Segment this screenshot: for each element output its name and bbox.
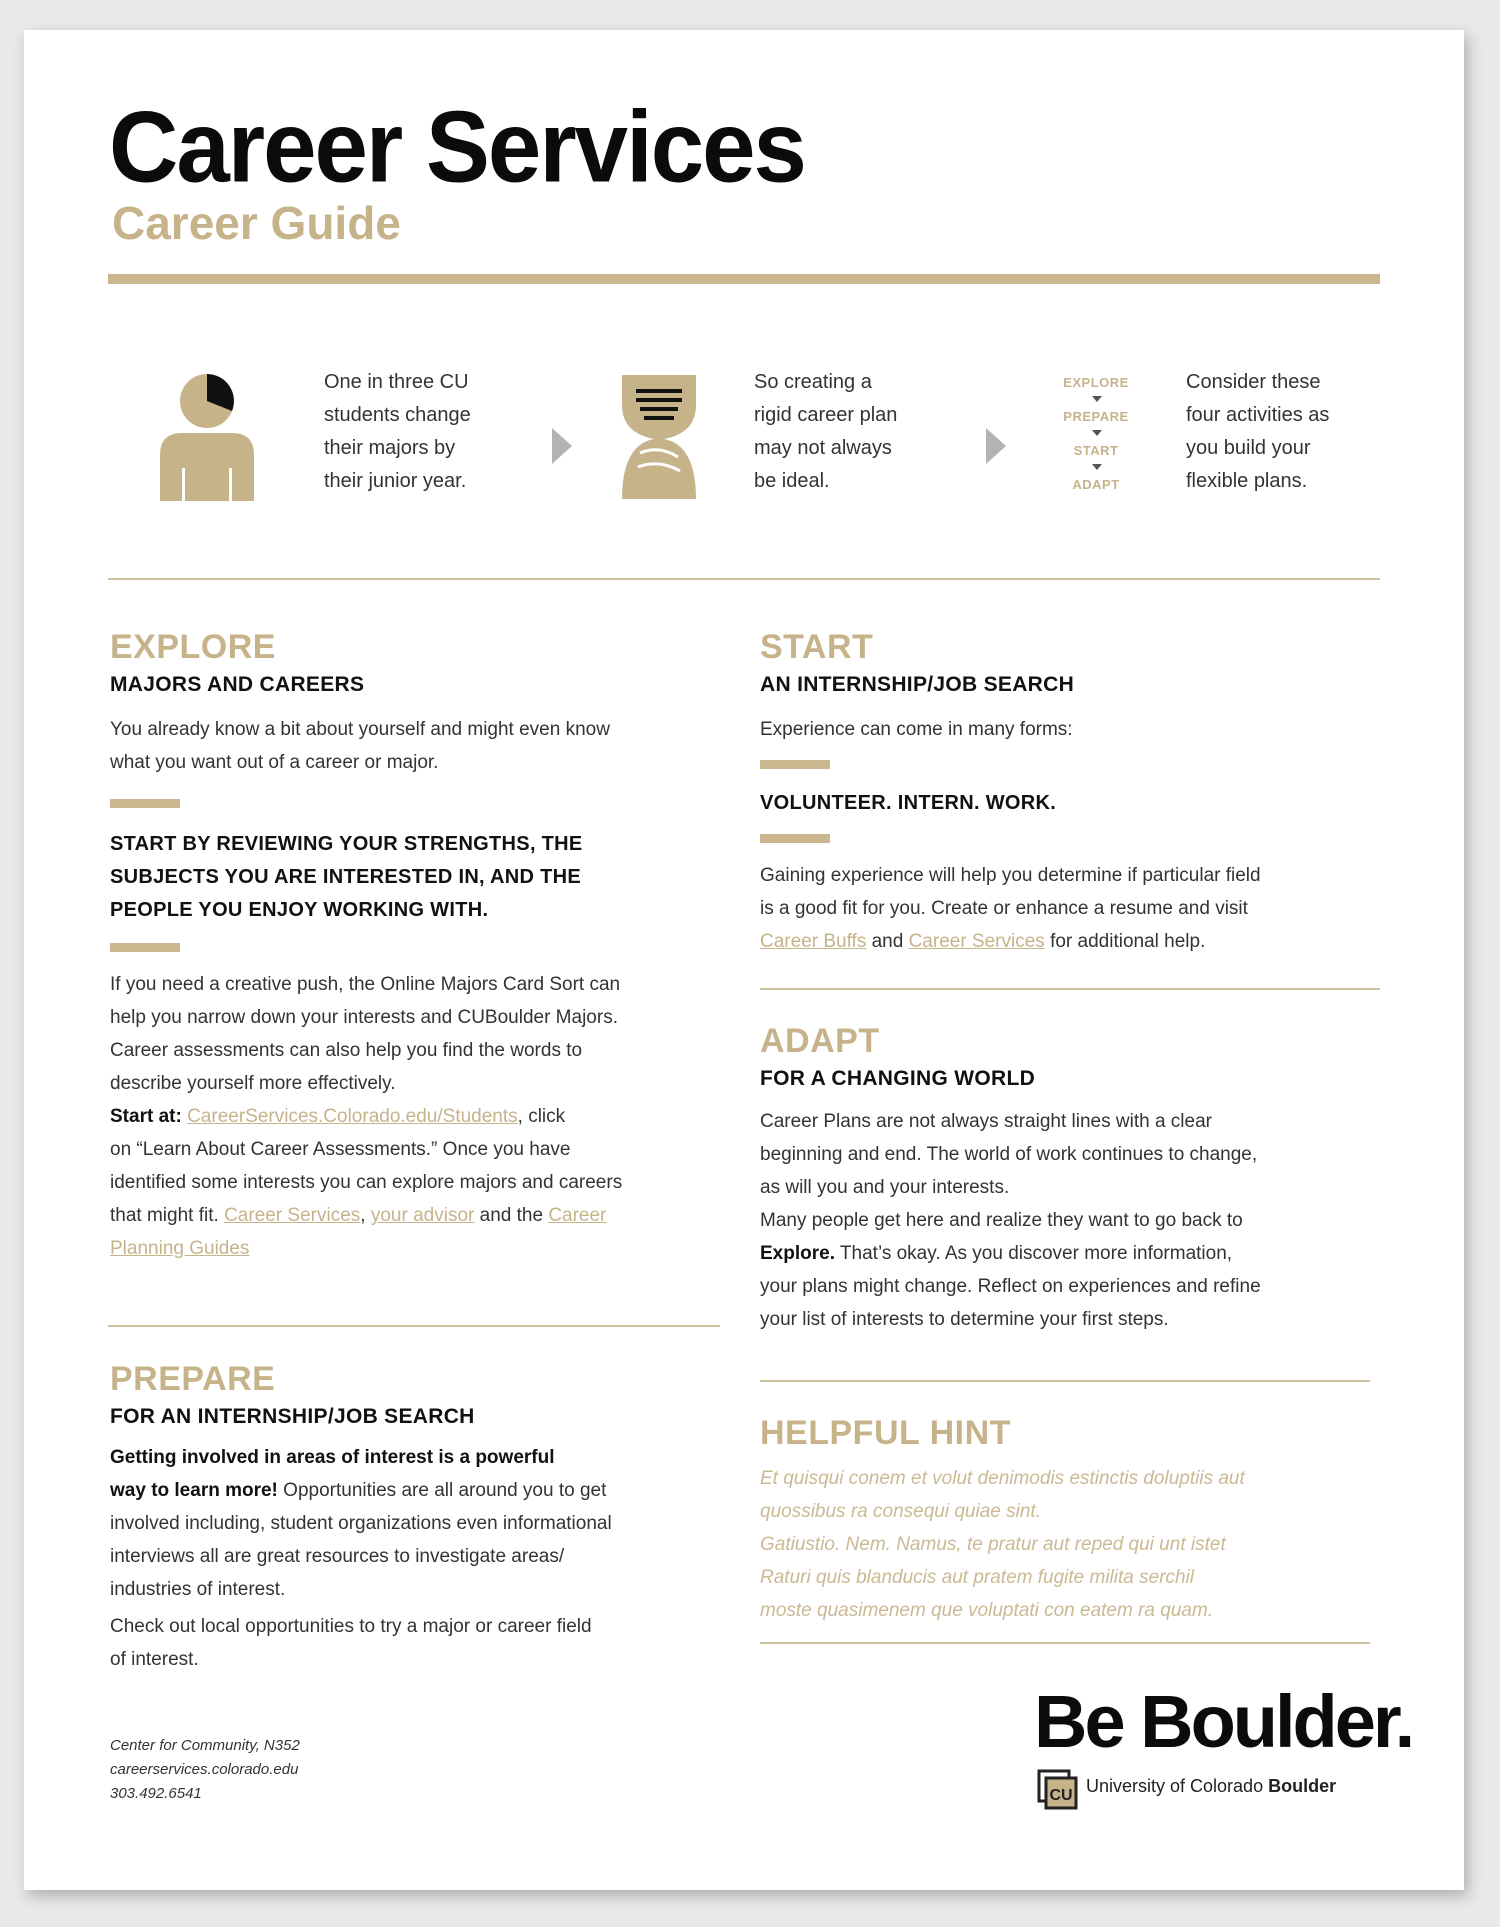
career-planning-guides-link-cont[interactable]: Planning Guides: [110, 1238, 250, 1259]
footer-contact: [110, 1734, 300, 1806]
hint-body: [760, 1462, 1360, 1627]
page-subtitle: Career Guide: [112, 197, 401, 249]
text-line: Check out local opportunities to try a major or career field: [110, 1616, 592, 1637]
start-at-label: Start at:: [110, 1106, 182, 1127]
arrow-right-icon: [986, 428, 1006, 464]
start-callout: VOLUNTEER. INTERN. WORK.: [760, 792, 1057, 814]
start-heading: START: [760, 628, 874, 666]
text-line: your plans might change. Reflect on experiences and refine: [760, 1276, 1261, 1297]
text-line: Gaining experience will help you determine if particular field: [760, 865, 1261, 886]
intro-line: rigid career plan: [754, 404, 898, 426]
text-line: You already know a bit about yourself and might even know: [110, 719, 610, 740]
text-fragment: ,: [360, 1205, 366, 1226]
explore-subheading: MAJORS AND CAREERS: [110, 673, 365, 696]
career-planning-guides-link[interactable]: Career: [548, 1205, 607, 1226]
left-column-divider: [108, 1325, 720, 1327]
intro-text-1: [324, 366, 471, 498]
career-services-students-link[interactable]: CareerServices.Colorado.edu/Students: [187, 1106, 518, 1127]
callout-line: PEOPLE YOU ENJOY WORKING WITH.: [110, 899, 489, 921]
start-intro: Experience can come in many forms:: [760, 719, 1073, 740]
text-line: industries of interest.: [110, 1579, 286, 1600]
cu-logo-icon: [1036, 1768, 1078, 1810]
hint-heading: HELPFUL HINT: [760, 1414, 1011, 1452]
hint-top-divider: [760, 1380, 1370, 1382]
step-label-adapt: ADAPT: [1072, 477, 1120, 492]
start-section: [760, 630, 1360, 958]
text-line: beginning and end. The world of work continues to change,: [760, 1144, 1258, 1165]
accent-rule: [760, 834, 830, 843]
step-label-prepare: PREPARE: [1051, 406, 1141, 440]
text-line: identified some interests you can explore majors and careers: [110, 1172, 623, 1193]
text-line: Many people get here and realize they want to go back to: [760, 1210, 1243, 1231]
text-line: Career Plans are not always straight lines with a clear: [760, 1111, 1212, 1132]
text-line: If you need a creative push, the Online Majors Card Sort can: [110, 974, 621, 995]
text-line: on “Learn About Career Assessments.” Once you have: [110, 1139, 571, 1160]
right-column-divider: [760, 988, 1380, 990]
page-sheet: [24, 30, 1464, 1890]
accent-rule: [760, 760, 830, 769]
footer-address: Center for Community, N352: [110, 1737, 300, 1754]
svg-text:CU: CU: [1049, 1787, 1073, 1804]
student-pie-icon: [152, 373, 262, 501]
intro-line: flexible plans.: [1186, 470, 1308, 492]
text-line: describe yourself more effectively.: [110, 1073, 396, 1094]
start-body: [760, 859, 1360, 958]
intro-divider: [108, 578, 1380, 580]
intro-line: their majors by: [324, 437, 456, 459]
text-fragment: Opportunities are all around you to get: [283, 1480, 607, 1501]
explore-body: [110, 968, 690, 1265]
callout-line: SUBJECTS YOU ARE INTERESTED IN, AND THE: [110, 866, 582, 888]
intro-text-3: [1186, 366, 1329, 498]
explore-heading: EXPLORE: [110, 628, 276, 666]
text-line: interviews all are great resources to investigate areas/: [110, 1546, 565, 1567]
explore-word: Explore.: [760, 1243, 835, 1264]
career-services-link[interactable]: Career Services: [224, 1205, 361, 1226]
career-buffs-link[interactable]: Career Buffs: [760, 931, 867, 952]
adapt-mixed-line: [760, 1237, 1360, 1270]
step-label-explore: EXPLORE: [1051, 372, 1141, 406]
adapt-heading: ADAPT: [760, 1022, 880, 1060]
callout-line: START BY REVIEWING YOUR STRENGTHS, THE: [110, 833, 583, 855]
hint-line: Et quisqui conem et volut denimodis estinctis doluptiis aut: [760, 1468, 1245, 1489]
intro-line: be ideal.: [754, 470, 830, 492]
prepare-heading: PREPARE: [110, 1360, 276, 1398]
arrow-right-icon: [552, 428, 572, 464]
text-line: what you want out of a career or major.: [110, 752, 439, 773]
intro-line: their junior year.: [324, 470, 467, 492]
explore-intro: [110, 713, 690, 779]
hint-section: [760, 1416, 1360, 1627]
start-subheading: AN INTERNSHIP/JOB SEARCH: [760, 673, 1075, 696]
intro-line: four activities as: [1186, 404, 1330, 426]
text-fragment: That’s okay. As you discover more information,: [839, 1243, 1233, 1264]
hint-line: Gatiustio. Nem. Namus, te pratur aut reped qui unt istet: [760, 1534, 1226, 1555]
your-advisor-link[interactable]: your advisor: [370, 1205, 475, 1226]
text-line: is a good fit for you. Create or enhance a resume and visit: [760, 898, 1248, 919]
text-line: involved including, student organizations even informational: [110, 1513, 612, 1534]
adapt-section: [760, 1024, 1360, 1336]
prepare-bold-line: Getting involved in areas of interest is a powerful: [110, 1447, 555, 1468]
text-line: as will you and your interests.: [760, 1177, 1010, 1198]
intro-line: One in three CU: [324, 371, 469, 393]
start-at-line: [110, 1100, 690, 1133]
text-fragment: that might fit.: [110, 1205, 219, 1226]
text-fragment: and the: [479, 1205, 544, 1226]
explore-section: [110, 630, 690, 1265]
hint-line: quossibus ra consequi quiae sint.: [760, 1501, 1041, 1522]
university-name: [1086, 1776, 1336, 1797]
step-label-start: START: [1051, 440, 1141, 474]
university-name-bold: Boulder: [1268, 1776, 1337, 1796]
explore-callout: [110, 828, 690, 927]
header-divider: [108, 274, 1380, 284]
links-line: [110, 1199, 690, 1232]
text-line: of interest.: [110, 1649, 199, 1670]
prepare-section: [110, 1362, 690, 1676]
intro-line: Consider these: [1186, 371, 1321, 393]
text-line: Career assessments can also help you find the words to: [110, 1040, 583, 1061]
hourglass-icon: [616, 375, 702, 499]
accent-rule: [110, 799, 180, 808]
intro-line: you build your: [1186, 437, 1311, 459]
intro-line: students change: [324, 404, 471, 426]
text-line: help you narrow down your interests and CUBoulder Majors.: [110, 1007, 618, 1028]
adapt-subheading: FOR A CHANGING WORLD: [760, 1067, 1036, 1090]
prepare-subheading: FOR AN INTERNSHIP/JOB SEARCH: [110, 1405, 475, 1428]
prepare-body: [110, 1441, 690, 1676]
steps-mini-list: [1051, 372, 1141, 508]
footer-website: careerservices.colorado.edu: [110, 1761, 299, 1778]
adapt-body: [760, 1105, 1360, 1336]
intro-line: may not always: [754, 437, 892, 459]
intro-text-2: [754, 366, 897, 498]
page-title: Career Services: [109, 91, 805, 204]
accent-rule: [110, 943, 180, 952]
prepare-mixed-line: [110, 1474, 690, 1507]
prepare-bold-phrase: way to learn more!: [110, 1480, 278, 1501]
hint-line: moste quasimenem que voluptati con eatem ra quam.: [760, 1600, 1214, 1621]
university-name-prefix: University of Colorado: [1086, 1776, 1264, 1796]
be-boulder-logo: Be Boulder.: [1034, 1680, 1413, 1763]
text-fragment: for additional help.: [1050, 931, 1206, 952]
hint-line: Raturi quis blanducis aut pratem fugite milita serchil: [760, 1567, 1195, 1588]
footer-phone: 303.492.6541: [110, 1785, 202, 1802]
text-fragment: , click: [517, 1106, 566, 1127]
intro-line: So creating a: [754, 371, 872, 393]
text-line: your list of interests to determine your first steps.: [760, 1309, 1169, 1330]
career-services-link[interactable]: Career Services: [908, 931, 1045, 952]
hint-bottom-divider: [760, 1642, 1370, 1644]
start-links-line: [760, 925, 1360, 958]
text-fragment: and: [871, 931, 904, 952]
links-line-2: [110, 1232, 690, 1265]
